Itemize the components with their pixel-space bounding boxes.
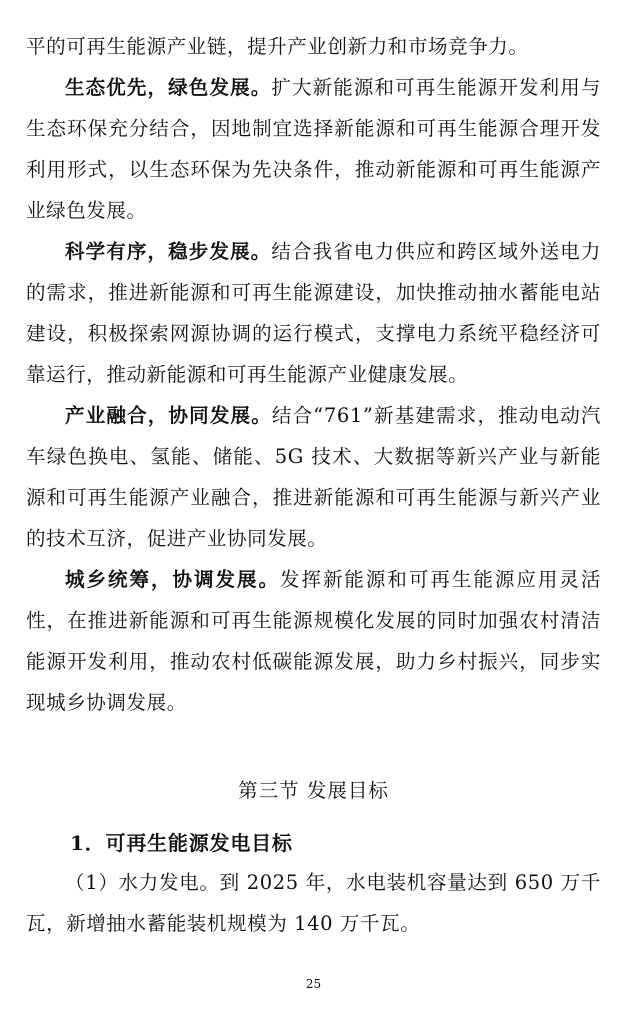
paragraph-lead: 科学有序，稳步发展。	[65, 240, 272, 263]
paragraph-text: 结合我省电力供应和跨区域外送电力的需求，推进新能源和可再生能源建设，加快推动抽水蓄能电站建设，积极探索网源协调的运行模式，支撑电力系统平稳经济可靠运行，推动新能源和可再生能源产业健康发展。	[26, 240, 601, 386]
paragraph-text: 发挥新能源和可再生能源应用灵活性，在推进新能源和可再生能源规模化发展的同时加强农村清洁能源开发利用，推动农村低碳能源发展，助力乡村振兴，同步实现城乡协调发展。	[26, 568, 601, 714]
page-number: 25	[305, 977, 322, 991]
paragraph-urban-rural	[26, 559, 601, 723]
body-text-lower	[26, 862, 601, 944]
paragraph-text: 平的可再生能源产业链，提升产业创新力和市场竞争力。	[26, 35, 529, 58]
section-title: 第三节 发展目标	[238, 779, 389, 802]
paragraph-lead: 城乡统筹，协调发展。	[65, 568, 280, 591]
paragraph-ecology	[26, 67, 601, 231]
paragraph-hydropower	[26, 862, 601, 944]
paragraph-industry	[26, 395, 601, 559]
paragraph-text: 结合“761”新基建需求，推动电动汽车绿色换电、氢能、储能、5G 技术、大数据等新兴产业与新能源和可再生能源产业融合，推进新能源和可再生能源与新兴产业的技术互济，促进产业协同发展。	[26, 404, 601, 550]
paragraph-lead: 产业融合，协同发展。	[65, 404, 272, 427]
paragraph-text: （1）水力发电。到 2025 年，水电装机容量达到 650 万千瓦，新增抽水蓄能装机规模为 140 万千瓦。	[26, 871, 601, 935]
heading-level-1: 1．可再生能源发电目标	[70, 831, 293, 855]
paragraph-continuation	[26, 26, 601, 67]
paragraph-text: 扩大新能源和可再生能源开发利用与生态环保充分结合，因地制宜选择新能源和可再生能源合理开发利用形式，以生态环保为先决条件，推动新能源和可再生能源产业绿色发展。	[26, 76, 601, 222]
body-text-upper	[26, 26, 601, 723]
paragraph-lead: 生态优先，绿色发展。	[65, 76, 272, 99]
paragraph-science	[26, 231, 601, 395]
